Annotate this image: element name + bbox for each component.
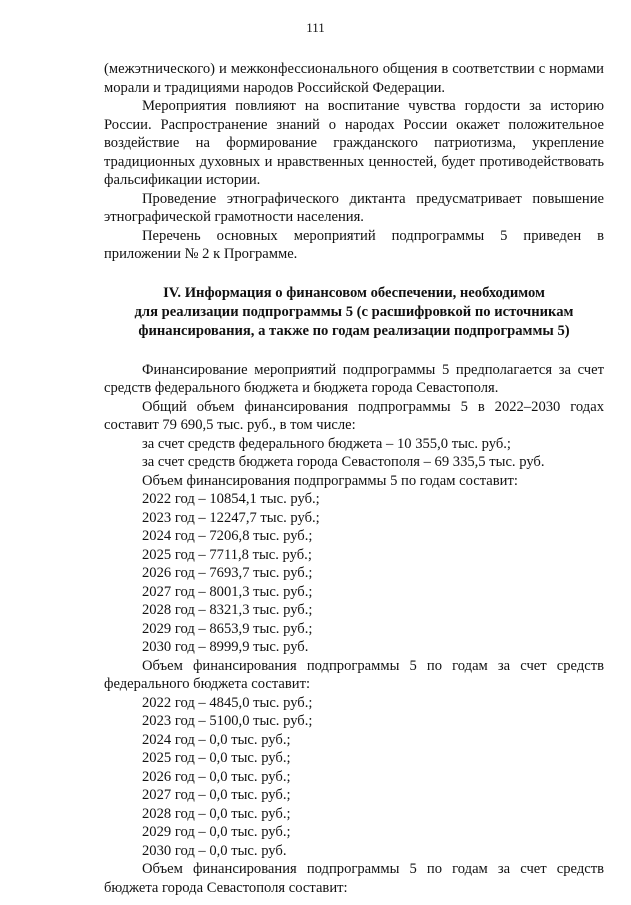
list-item: 2027 год – 8001,3 тыс. руб.; <box>142 583 313 600</box>
federal-by-year-list <box>104 694 604 861</box>
list-item: 2026 год – 0,0 тыс. руб.; <box>142 768 291 785</box>
document-body <box>104 60 604 897</box>
by-year-list <box>104 490 604 657</box>
sources-list <box>104 435 604 472</box>
paragraph-federal-heading: Объем финансирования подпрограммы 5 по годам за счет средств федерального бюджета составит: <box>104 657 604 692</box>
list-item: 2025 год – 0,0 тыс. руб.; <box>142 750 291 766</box>
list-item: 2026 год – 7693,7 тыс. руб.; <box>142 565 313 581</box>
list-item: 2028 год – 0,0 тыс. руб.; <box>142 805 291 822</box>
list-item: 2024 год – 0,0 тыс. руб.; <box>142 731 291 748</box>
paragraph-events-list: Перечень основных мероприятий подпрограммы 5 приведен в приложении № 2 к Программе. <box>104 227 604 262</box>
paragraph-financing-intro: Финансирование мероприятий подпрограммы 5 предполагается за счет средств федерального бюджета и бюджета города Севастополя. <box>104 361 604 396</box>
list-item: 2024 год – 7206,8 тыс. руб.; <box>142 528 313 544</box>
list-item: 2023 год – 12247,7 тыс. руб.; <box>142 509 320 526</box>
paragraph-city-heading: Объем финансирования подпрограммы 5 по годам за счет средств бюджета города Севастополя составит: <box>104 861 604 896</box>
section-title-line-2: для реализации подпрограммы 5 (с расшифровкой по источникам <box>134 303 574 320</box>
section-title <box>104 284 604 341</box>
section-title-line-3: финансирования, а также по годам реализации подпрограммы 5) <box>138 322 570 339</box>
list-item: 2022 год – 4845,0 тыс. руб.; <box>142 694 313 711</box>
page-number: 111 <box>306 20 325 35</box>
paragraph-total-volume: Общий объем финансирования подпрограммы 5 в 2022–2030 годах составит 79 690,5 тыс. руб., в том числе: <box>104 398 604 433</box>
list-item: 2030 год – 8999,9 тыс. руб. <box>142 639 309 655</box>
list-item: 2029 год – 0,0 тыс. руб.; <box>142 824 291 840</box>
paragraph-continuation: (межэтнического) и межконфессионального общения в соответствии с нормами морали и традициями народов Российской Федерации. <box>104 61 604 96</box>
list-item: 2025 год – 7711,8 тыс. руб.; <box>142 546 312 563</box>
list-item: за счет средств бюджета города Севастополя – 69 335,5 тыс. руб. <box>142 454 545 470</box>
paragraph-events-impact: Мероприятия повлияют на воспитание чувства гордости за историю России. Распространение знаний о народах России окажет положительное воздействие на формирование гражданского патриотизма, укрепление традиционных духовных и нравственных ценностей, будет противодействовать фальсификации истории. <box>104 98 604 188</box>
list-item: за счет средств федерального бюджета – 10 355,0 тыс. руб.; <box>142 435 511 452</box>
list-item: 2022 год – 10854,1 тыс. руб.; <box>142 491 320 507</box>
list-item: 2028 год – 8321,3 тыс. руб.; <box>142 602 313 618</box>
list-item: 2027 год – 0,0 тыс. руб.; <box>142 787 291 803</box>
section-title-line-1: IV. Информация о финансовом обеспечении, необходимом <box>163 284 545 301</box>
list-item: 2029 год – 8653,9 тыс. руб.; <box>142 620 313 637</box>
paragraph-ethnographic-dictation: Проведение этнографического диктанта предусматривает повышение этнографической грамотности населения. <box>104 190 604 225</box>
paragraph-by-year-heading: Объем финансирования подпрограммы 5 по годам составит: <box>142 472 518 489</box>
list-item: 2023 год – 5100,0 тыс. руб.; <box>142 713 313 729</box>
list-item: 2030 год – 0,0 тыс. руб. <box>142 842 287 859</box>
